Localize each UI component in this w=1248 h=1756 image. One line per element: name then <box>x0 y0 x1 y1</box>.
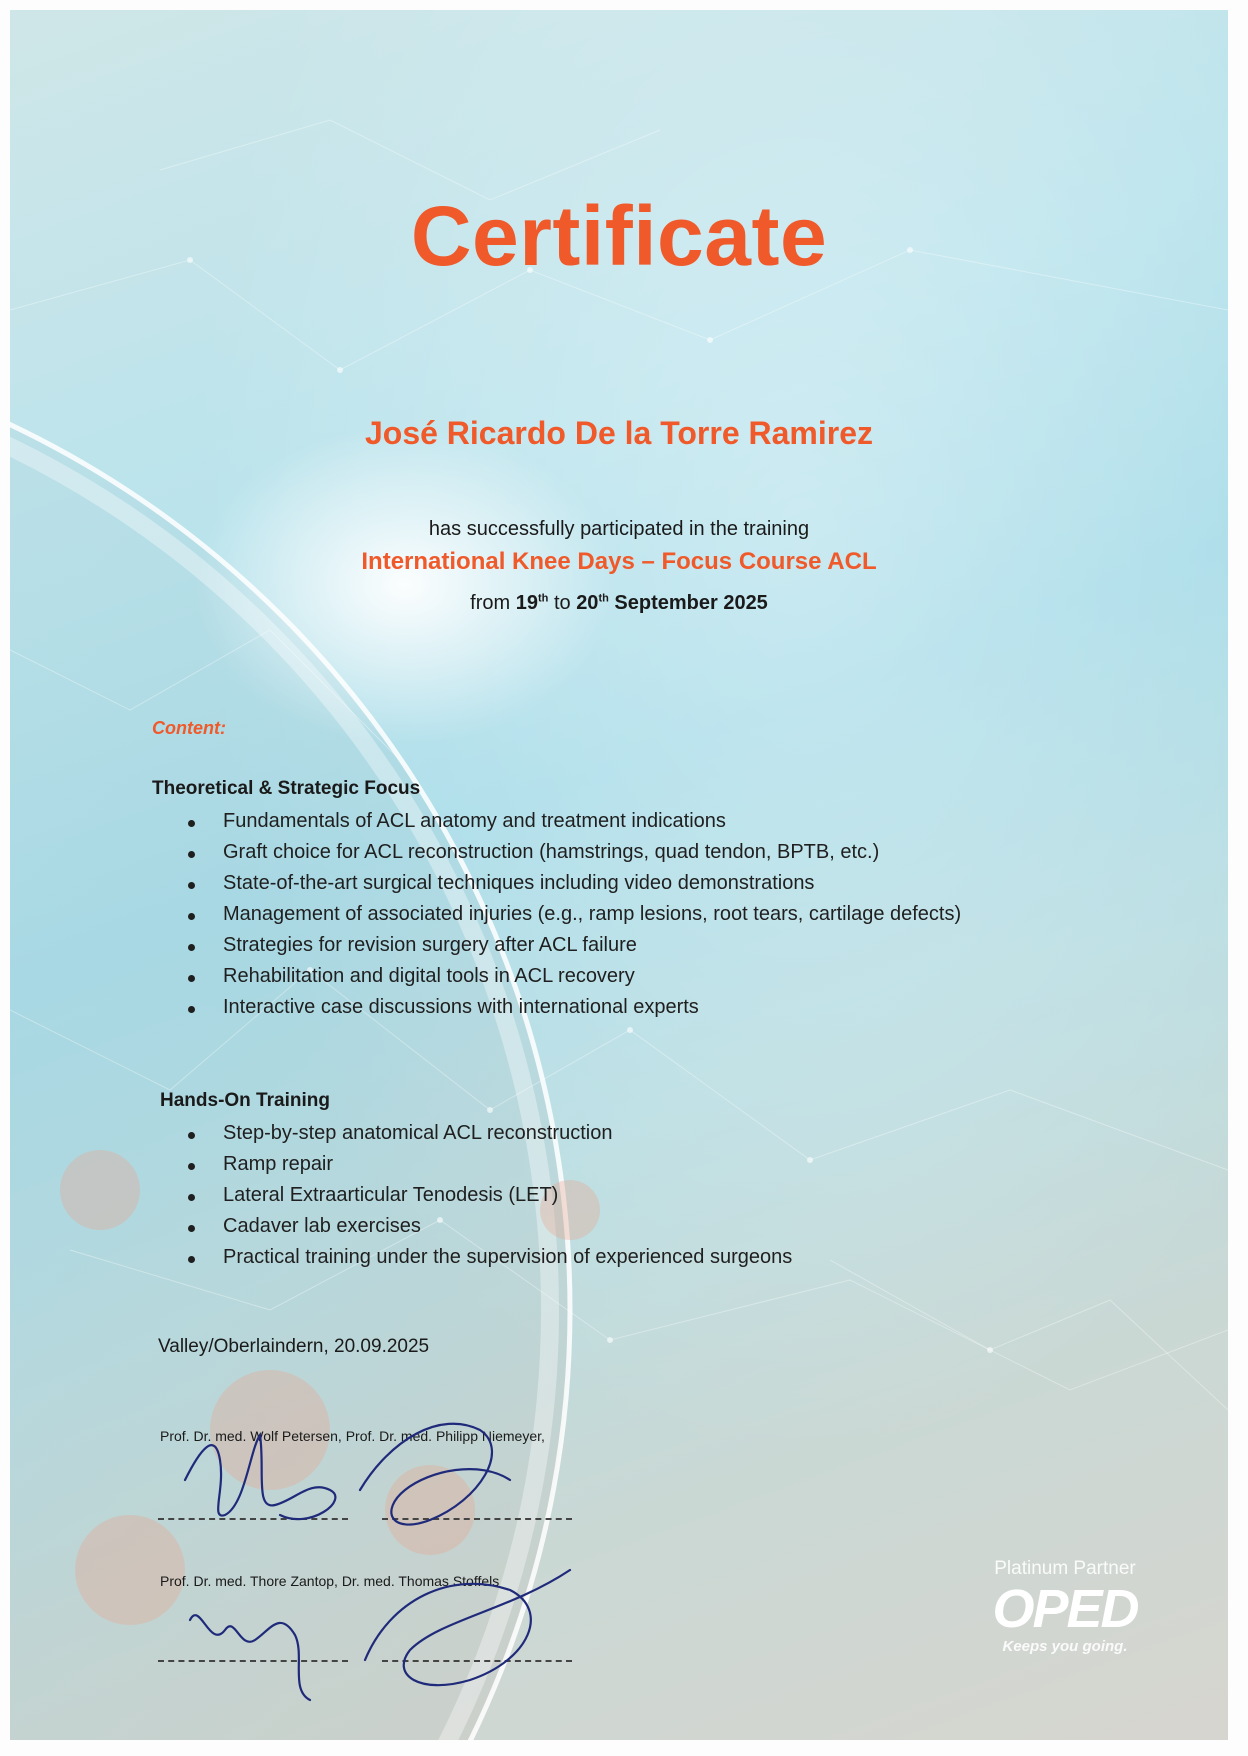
signature-line <box>382 1660 572 1662</box>
list-item <box>223 965 961 996</box>
list-item-text: Graft choice for ACL reconstruction (hamstrings, quad tendon, BPTB, etc.) <box>223 841 880 863</box>
list-item-text: State-of-the-art surgical techniques including video demonstrations <box>223 872 815 894</box>
dates-month-year: September 2025 <box>614 592 768 614</box>
list-item-text: Interactive case discussions with international experts <box>223 996 699 1018</box>
signatories-row-2: Prof. Dr. med. Thore Zantop, Dr. med. Thomas Stoffels <box>160 1573 500 1589</box>
bullet-icon <box>188 913 195 920</box>
list-item <box>223 841 961 872</box>
bullet-icon <box>188 1225 195 1232</box>
signature-line <box>158 1660 348 1662</box>
participation-statement: has successfully participated in the training <box>428 518 810 540</box>
list-item <box>223 1215 792 1246</box>
list-item-text: Ramp repair <box>223 1153 334 1175</box>
list-item <box>223 1153 792 1184</box>
list-item-text: Lateral Extraarticular Tenodesis (LET) <box>223 1184 559 1206</box>
recipient-name: José Ricardo De la Torre Ramirez <box>364 415 874 451</box>
partner-logo-block <box>950 1558 1180 1655</box>
list-item <box>223 810 961 841</box>
list-item <box>223 1184 792 1215</box>
partner-tagline: Keeps you going. <box>1002 1638 1128 1655</box>
signature-line <box>158 1518 348 1520</box>
hands-on-topics-list <box>223 1122 792 1277</box>
dates-start-day: 19 <box>515 592 538 614</box>
dates-to-word: to <box>553 592 571 614</box>
list-item-text: Strategies for revision surgery after ACL failure <box>223 934 637 956</box>
bullet-icon <box>188 1132 195 1139</box>
bullet-icon <box>188 820 195 827</box>
list-item <box>223 872 961 903</box>
list-item-text: Fundamentals of ACL anatomy and treatment indications <box>223 810 726 832</box>
dates-end-day: 20 <box>576 592 599 614</box>
list-item <box>223 934 961 965</box>
bullet-icon <box>188 975 195 982</box>
bullet-icon <box>188 1006 195 1013</box>
list-item <box>223 903 961 934</box>
list-item <box>223 1122 792 1153</box>
certificate-page <box>10 10 1228 1740</box>
bullet-icon <box>188 1194 195 1201</box>
oped-logo: OPED <box>992 1579 1138 1639</box>
list-item <box>223 1246 792 1277</box>
signatories-row-1: Prof. Dr. med. Wolf Petersen, Prof. Dr. med. Philipp Niemeyer, <box>160 1428 545 1444</box>
list-item <box>223 996 961 1027</box>
dates-from-word: from <box>470 592 511 614</box>
list-item-text: Practical training under the supervision of experienced surgeons <box>223 1246 793 1268</box>
training-name: International Knee Days – Focus Course ACL <box>361 548 877 575</box>
section-heading-hands-on: Hands-On Training <box>160 1090 330 1111</box>
certificate-title: Certificate <box>410 189 828 283</box>
place-and-date: Valley/Oberlaindern, 20.09.2025 <box>158 1336 430 1357</box>
signature-line <box>382 1518 572 1520</box>
bullet-icon <box>188 851 195 858</box>
dates-end-suffix: th <box>598 592 609 605</box>
bullet-icon <box>188 944 195 951</box>
content-label: Content: <box>152 718 226 738</box>
bullet-icon <box>188 1256 195 1263</box>
list-item-text: Management of associated injuries (e.g., ramp lesions, root tears, cartilage defects) <box>223 903 962 925</box>
bullet-icon <box>188 1163 195 1170</box>
list-item-text: Rehabilitation and digital tools in ACL recovery <box>223 965 635 987</box>
list-item-text: Step-by-step anatomical ACL reconstruction <box>223 1122 613 1144</box>
dates-start-suffix: th <box>537 592 549 605</box>
theoretical-topics-list <box>223 810 961 1027</box>
list-item-text: Cadaver lab exercises <box>223 1215 421 1237</box>
training-dates <box>10 592 1228 615</box>
bullet-icon <box>188 882 195 889</box>
partner-label: Platinum Partner <box>994 1558 1136 1579</box>
section-heading-theoretical: Theoretical & Strategic Focus <box>152 778 421 799</box>
